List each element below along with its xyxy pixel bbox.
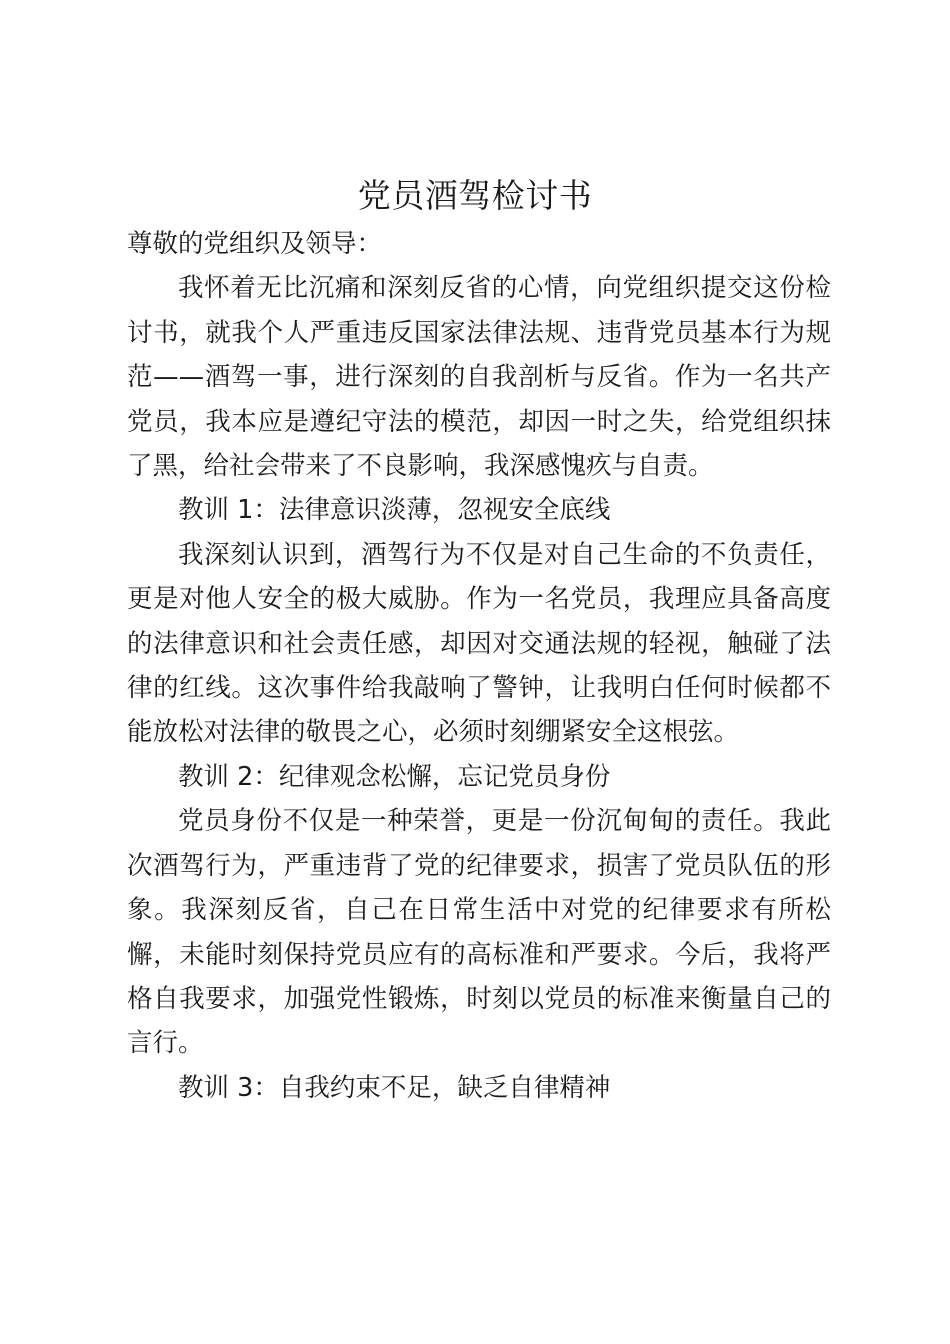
lesson-2-heading: 教训 2：纪律观念松懈，忘记党员身份 [178, 761, 611, 792]
lesson-3-heading: 教训 3：自我约束不足，缺乏自律精神 [178, 1072, 611, 1103]
document-title: 党员酒驾检讨书 [357, 176, 593, 215]
document-body [127, 222, 831, 1110]
lesson-1-heading: 教训 1：法律意识淡薄，忽视安全底线 [178, 495, 611, 526]
salutation: 尊敬的党组织及领导： [127, 229, 383, 259]
paragraph-intro: 我怀着无比沉痛和深刻反省的心情，向党组织提交这份检讨书，就我个人严重违反国家法律法规、违背党员基本行为规范——酒驾一事，进行深刻的自我剖析与反省。作为一名共产党员，我本应是遵纪守法的模范，却因一时之失，给党组织抹了黑，给社会带来了不良影响，我深感愧疚与自责。 [127, 273, 831, 482]
lesson-2-body: 党员身份不仅是一种荣誉，更是一份沉甸甸的责任。我此次酒驾行为，严重违背了党的纪律要求，损害了党员队伍的形象。我深刻反省，自己在日常生活中对党的纪律要求有所松懈，未能时刻保持党员应有的高标准和严要求。今后，我将严格自我要求，加强党性锻炼，时刻以党员的标准来衡量自己的言行。 [127, 806, 831, 1059]
lesson-1-body: 我深刻认识到，酒驾行为不仅是对自己生命的不负责任，更是对他人安全的极大威胁。作为一名党员，我理应具备高度的法律意识和社会责任感，却因对交通法规的轻视，触碰了法律的红线。这次事件给我敲响了警钟，让我明白任何时候都不能放松对法律的敬畏之心，必须时刻绷紧安全这根弦。 [127, 539, 831, 748]
